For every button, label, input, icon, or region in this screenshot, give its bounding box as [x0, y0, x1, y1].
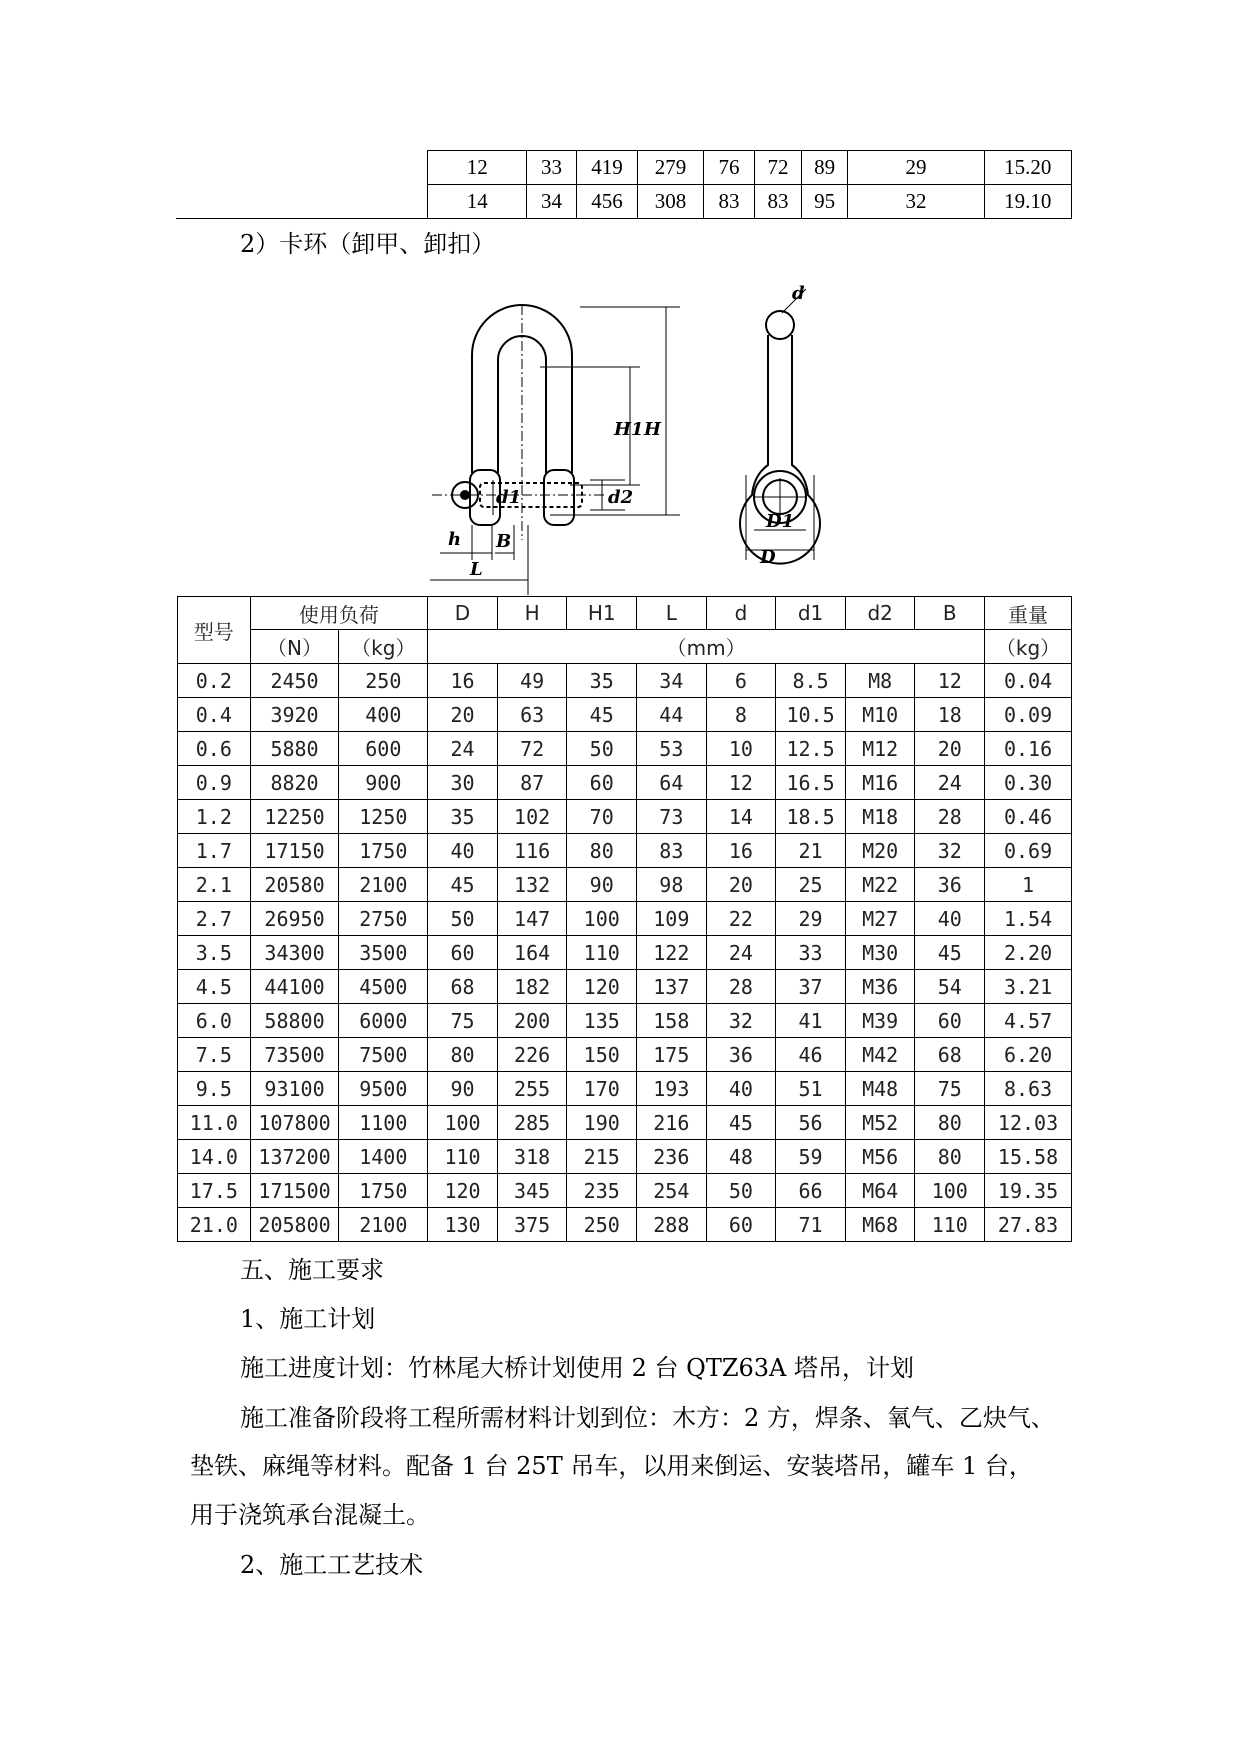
table-cell: 44: [637, 698, 707, 732]
table-cell: 110: [915, 1208, 985, 1242]
table-cell: 40: [428, 834, 498, 868]
table-row: [176, 151, 1072, 185]
table-cell: 1.54: [985, 902, 1072, 936]
table-cell: 80: [915, 1140, 985, 1174]
table-cell: 2100: [339, 868, 428, 902]
table-cell: 135: [567, 1004, 637, 1038]
spec-unit-row: [178, 630, 1072, 664]
table-cell: 120: [567, 970, 637, 1004]
table-cell: 46: [776, 1038, 846, 1072]
table-cell: 45: [706, 1106, 776, 1140]
table-cell: 50: [706, 1174, 776, 1208]
table-cell: 60: [567, 766, 637, 800]
table-cell: 34: [637, 664, 707, 698]
header-weight: 重量: [985, 597, 1072, 630]
label-H: H: [644, 419, 662, 440]
table-cell: 255: [497, 1072, 567, 1106]
table-cell: 34: [527, 185, 577, 219]
table-cell: 51: [776, 1072, 846, 1106]
table-cell: 24: [706, 936, 776, 970]
paragraph-schedule: 施工进度计划：竹林尾大桥计划使用 2 台 QTZ63A 塔吊，计划: [240, 1354, 915, 1382]
table-row: [178, 936, 1072, 970]
header-B: B: [915, 597, 985, 630]
table-cell: 27.83: [985, 1208, 1072, 1242]
table-row: [178, 800, 1072, 834]
table-cell: 182: [497, 970, 567, 1004]
unit-n: （N）: [250, 630, 339, 664]
table-cell: 2100: [339, 1208, 428, 1242]
table-cell: 0.69: [985, 834, 1072, 868]
table-cell: 12: [428, 151, 527, 185]
table-cell: 102: [497, 800, 567, 834]
table-cell: M42: [845, 1038, 915, 1072]
table-cell: 28: [915, 800, 985, 834]
table-cell: 16: [706, 834, 776, 868]
label-d-top: d: [792, 283, 805, 304]
table-cell: 116: [497, 834, 567, 868]
table-row: [178, 1140, 1072, 1174]
table-cell: 87: [497, 766, 567, 800]
continuation-table: [176, 150, 1072, 219]
table-cell: 4.5: [178, 970, 251, 1004]
table-cell: 137200: [250, 1140, 339, 1174]
table-cell: 900: [339, 766, 428, 800]
label-B: B: [496, 531, 512, 552]
table-cell: 18: [915, 698, 985, 732]
table-cell: 215: [567, 1140, 637, 1174]
table-row: [178, 698, 1072, 732]
table-cell: 25: [776, 868, 846, 902]
label-L: L: [470, 559, 483, 580]
table-cell: 34300: [250, 936, 339, 970]
table-row: [178, 1072, 1072, 1106]
table-cell: 6.20: [985, 1038, 1072, 1072]
table-cell: 236: [637, 1140, 707, 1174]
table-cell: 6000: [339, 1004, 428, 1038]
table-cell: 45: [567, 698, 637, 732]
table-cell: 216: [637, 1106, 707, 1140]
table-cell: M12: [845, 732, 915, 766]
header-d: d: [706, 597, 776, 630]
table-cell: 175: [637, 1038, 707, 1072]
table-cell: 250: [339, 664, 428, 698]
table-cell: 71: [776, 1208, 846, 1242]
table-cell: 29: [848, 151, 984, 185]
label-d2: d2: [608, 487, 634, 508]
header-model: 型号: [178, 597, 251, 664]
table-cell: 14: [706, 800, 776, 834]
table-row: [178, 1106, 1072, 1140]
table-cell: 0.04: [985, 664, 1072, 698]
table-cell: 7500: [339, 1038, 428, 1072]
table-row: [178, 1208, 1072, 1242]
label-D1: D1: [766, 511, 795, 532]
table-cell: 288: [637, 1208, 707, 1242]
table-row: [178, 1174, 1072, 1208]
table-cell: 285: [497, 1106, 567, 1140]
table-cell: 1400: [339, 1140, 428, 1174]
table-cell: 72: [755, 151, 802, 185]
table-cell: 3500: [339, 936, 428, 970]
table-cell: M39: [845, 1004, 915, 1038]
table-cell: 1: [985, 868, 1072, 902]
table-cell: 60: [915, 1004, 985, 1038]
table-cell: 83: [703, 185, 755, 219]
table-cell: 50: [567, 732, 637, 766]
table-cell: 90: [428, 1072, 498, 1106]
table-cell: 12.03: [985, 1106, 1072, 1140]
table-cell: M52: [845, 1106, 915, 1140]
table-cell: 89: [801, 151, 848, 185]
table-cell: 49: [497, 664, 567, 698]
header-D: D: [428, 597, 498, 630]
label-H1: H1: [614, 419, 644, 440]
table-cell: 54: [915, 970, 985, 1004]
header-H1: H1: [567, 597, 637, 630]
table-cell: 18.5: [776, 800, 846, 834]
table-cell: 12250: [250, 800, 339, 834]
table-cell: 56: [776, 1106, 846, 1140]
table-cell-blank: [176, 185, 428, 219]
table-cell: 19.35: [985, 1174, 1072, 1208]
table-cell: 15.20: [984, 151, 1071, 185]
paragraph-prep-line3: 用于浇筑承台混凝土。: [190, 1501, 430, 1529]
table-cell: 76: [703, 151, 755, 185]
table-cell: M68: [845, 1208, 915, 1242]
table-cell: 1250: [339, 800, 428, 834]
table-cell: 2.7: [178, 902, 251, 936]
table-cell: 90: [567, 868, 637, 902]
table-cell: 107800: [250, 1106, 339, 1140]
table-cell: 20: [428, 698, 498, 732]
table-cell: 60: [706, 1208, 776, 1242]
table-row: [178, 766, 1072, 800]
table-cell: 32: [706, 1004, 776, 1038]
label-h: h: [448, 529, 462, 550]
table-row: [178, 902, 1072, 936]
table-cell: 28: [706, 970, 776, 1004]
table-row: [178, 868, 1072, 902]
paragraph-prep-line1: 施工准备阶段将工程所需材料计划到位：木方：2 方，焊条、氧气、乙炔气、: [240, 1404, 1055, 1432]
table-cell: 4500: [339, 970, 428, 1004]
table-cell: 19.10: [984, 185, 1071, 219]
table-cell: 7.5: [178, 1038, 251, 1072]
table-cell: 400: [339, 698, 428, 732]
table-cell: M10: [845, 698, 915, 732]
table-cell: 73: [637, 800, 707, 834]
table-cell: 59: [776, 1140, 846, 1174]
unit-kg: （kg）: [339, 630, 428, 664]
table-cell: 3.5: [178, 936, 251, 970]
table-cell: M64: [845, 1174, 915, 1208]
table-cell: 10.5: [776, 698, 846, 732]
table-cell: 8: [706, 698, 776, 732]
table-cell: 132: [497, 868, 567, 902]
table-cell: 14.0: [178, 1140, 251, 1174]
table-cell: M20: [845, 834, 915, 868]
table-cell: 1750: [339, 1174, 428, 1208]
table-row: [178, 732, 1072, 766]
table-cell: 93100: [250, 1072, 339, 1106]
table-cell: 2.1: [178, 868, 251, 902]
header-H: H: [497, 597, 567, 630]
table-row: [178, 834, 1072, 868]
table-cell: 5880: [250, 732, 339, 766]
table-cell: 100: [567, 902, 637, 936]
shackle-spec-table: [177, 596, 1072, 1242]
table-cell: 308: [638, 185, 703, 219]
header-L: L: [637, 597, 707, 630]
table-cell: 120: [428, 1174, 498, 1208]
section-heading-shackle: 2）卡环（卸甲、卸扣）: [240, 230, 496, 258]
table-cell: 226: [497, 1038, 567, 1072]
table-cell: 80: [915, 1106, 985, 1140]
table-row: [176, 185, 1072, 219]
table-cell: 110: [428, 1140, 498, 1174]
table-cell: 40: [915, 902, 985, 936]
table-cell: 193: [637, 1072, 707, 1106]
table-cell: 20580: [250, 868, 339, 902]
table-cell: 32: [915, 834, 985, 868]
table-cell: 4.57: [985, 1004, 1072, 1038]
table-cell: 80: [428, 1038, 498, 1072]
table-cell: 21.0: [178, 1208, 251, 1242]
table-cell: 21: [776, 834, 846, 868]
table-cell: 68: [428, 970, 498, 1004]
table-cell: 164: [497, 936, 567, 970]
table-cell: 250: [567, 1208, 637, 1242]
table-cell: 36: [706, 1038, 776, 1072]
table-cell: 3.21: [985, 970, 1072, 1004]
table-cell: 11.0: [178, 1106, 251, 1140]
table-row: [178, 664, 1072, 698]
table-cell: 33: [776, 936, 846, 970]
table-cell: 6: [706, 664, 776, 698]
spec-header-row: [178, 597, 1072, 630]
table-cell: 100: [428, 1106, 498, 1140]
table-cell: 68: [915, 1038, 985, 1072]
table-cell: 58800: [250, 1004, 339, 1038]
table-cell: 45: [428, 868, 498, 902]
table-cell: M18: [845, 800, 915, 834]
table-cell: 345: [497, 1174, 567, 1208]
shackle-diagram: [430, 275, 830, 595]
table-cell: 45: [915, 936, 985, 970]
table-cell: 1750: [339, 834, 428, 868]
table-cell: M48: [845, 1072, 915, 1106]
table-cell: 20: [915, 732, 985, 766]
table-cell: 35: [567, 664, 637, 698]
table-cell: 60: [428, 936, 498, 970]
table-cell: 17150: [250, 834, 339, 868]
table-cell: 190: [567, 1106, 637, 1140]
table-cell: 22: [706, 902, 776, 936]
table-cell: 9.5: [178, 1072, 251, 1106]
table-cell: 375: [497, 1208, 567, 1242]
table-cell: 0.46: [985, 800, 1072, 834]
table-cell: 2750: [339, 902, 428, 936]
table-cell: 600: [339, 732, 428, 766]
subheading-plan: 1、施工计划: [240, 1305, 376, 1333]
table-row: [178, 970, 1072, 1004]
section-heading-construction: 五、施工要求: [240, 1256, 384, 1284]
table-cell: 16: [428, 664, 498, 698]
subheading-technique: 2、施工工艺技术: [240, 1551, 424, 1579]
table-cell: 26950: [250, 902, 339, 936]
table-cell: 75: [915, 1072, 985, 1106]
header-load: 使用负荷: [250, 597, 428, 630]
unit-weight: （kg）: [985, 630, 1072, 664]
table-cell: 0.2: [178, 664, 251, 698]
table-cell: 6.0: [178, 1004, 251, 1038]
table-cell: 10: [706, 732, 776, 766]
table-cell: 110: [567, 936, 637, 970]
table-cell: M8: [845, 664, 915, 698]
table-cell: 41: [776, 1004, 846, 1038]
table-cell: 24: [428, 732, 498, 766]
table-cell: 279: [638, 151, 703, 185]
table-cell: 200: [497, 1004, 567, 1038]
table-cell: 83: [755, 185, 802, 219]
table-cell: 158: [637, 1004, 707, 1038]
table-cell: 0.16: [985, 732, 1072, 766]
table-cell: 1.7: [178, 834, 251, 868]
table-cell: 130: [428, 1208, 498, 1242]
table-cell: 83: [637, 834, 707, 868]
header-d2: d2: [845, 597, 915, 630]
table-cell: 170: [567, 1072, 637, 1106]
table-cell: M16: [845, 766, 915, 800]
table-cell: 30: [428, 766, 498, 800]
table-cell: 8820: [250, 766, 339, 800]
table-cell: 0.4: [178, 698, 251, 732]
table-cell: 8.5: [776, 664, 846, 698]
table-cell: 73500: [250, 1038, 339, 1072]
table-cell: 24: [915, 766, 985, 800]
table-cell: 48: [706, 1140, 776, 1174]
table-cell: 32: [848, 185, 984, 219]
table-cell: 3920: [250, 698, 339, 732]
table-cell: 1100: [339, 1106, 428, 1140]
label-D: D: [760, 547, 776, 568]
header-d1: d1: [776, 597, 846, 630]
table-cell: 53: [637, 732, 707, 766]
table-cell: 33: [527, 151, 577, 185]
table-cell: 0.30: [985, 766, 1072, 800]
table-cell: 72: [497, 732, 567, 766]
table-cell: 318: [497, 1140, 567, 1174]
table-cell: 70: [567, 800, 637, 834]
table-cell: 2.20: [985, 936, 1072, 970]
table-cell: M56: [845, 1140, 915, 1174]
table-cell: 100: [915, 1174, 985, 1208]
table-cell: M22: [845, 868, 915, 902]
table-cell: M27: [845, 902, 915, 936]
table-cell: 14: [428, 185, 527, 219]
table-cell: M36: [845, 970, 915, 1004]
table-cell: 0.09: [985, 698, 1072, 732]
table-cell: 456: [576, 185, 638, 219]
table-cell: 2450: [250, 664, 339, 698]
table-row: [178, 1038, 1072, 1072]
unit-mm: （mm）: [428, 630, 985, 664]
table-cell: 50: [428, 902, 498, 936]
table-cell: 98: [637, 868, 707, 902]
table-cell: 40: [706, 1072, 776, 1106]
table-cell: 80: [567, 834, 637, 868]
table-cell: 75: [428, 1004, 498, 1038]
table-cell: 171500: [250, 1174, 339, 1208]
table-cell: 235: [567, 1174, 637, 1208]
table-cell: 8.63: [985, 1072, 1072, 1106]
table-cell: 9500: [339, 1072, 428, 1106]
table-cell: 12.5: [776, 732, 846, 766]
table-cell-blank: [176, 151, 428, 185]
table-cell: 150: [567, 1038, 637, 1072]
table-cell: 29: [776, 902, 846, 936]
table-cell: 36: [915, 868, 985, 902]
label-d1: d1: [496, 487, 522, 508]
table-cell: 122: [637, 936, 707, 970]
paragraph-prep-line2: 垫铁、麻绳等材料。配备 1 台 25T 吊车，以用来倒运、安装塔吊，罐车 1 台，: [190, 1452, 1033, 1480]
table-cell: 1.2: [178, 800, 251, 834]
table-cell: 17.5: [178, 1174, 251, 1208]
table-cell: M30: [845, 936, 915, 970]
table-cell: 109: [637, 902, 707, 936]
table-cell: 254: [637, 1174, 707, 1208]
table-cell: 419: [576, 151, 638, 185]
table-cell: 44100: [250, 970, 339, 1004]
table-cell: 205800: [250, 1208, 339, 1242]
table-cell: 12: [915, 664, 985, 698]
table-row: [178, 1004, 1072, 1038]
table-cell: 63: [497, 698, 567, 732]
table-cell: 147: [497, 902, 567, 936]
table-cell: 66: [776, 1174, 846, 1208]
table-cell: 0.9: [178, 766, 251, 800]
table-cell: 95: [801, 185, 848, 219]
table-cell: 37: [776, 970, 846, 1004]
table-cell: 35: [428, 800, 498, 834]
table-cell: 16.5: [776, 766, 846, 800]
table-cell: 64: [637, 766, 707, 800]
table-cell: 20: [706, 868, 776, 902]
table-cell: 137: [637, 970, 707, 1004]
table-cell: 0.6: [178, 732, 251, 766]
table-cell: 15.58: [985, 1140, 1072, 1174]
table-cell: 12: [706, 766, 776, 800]
